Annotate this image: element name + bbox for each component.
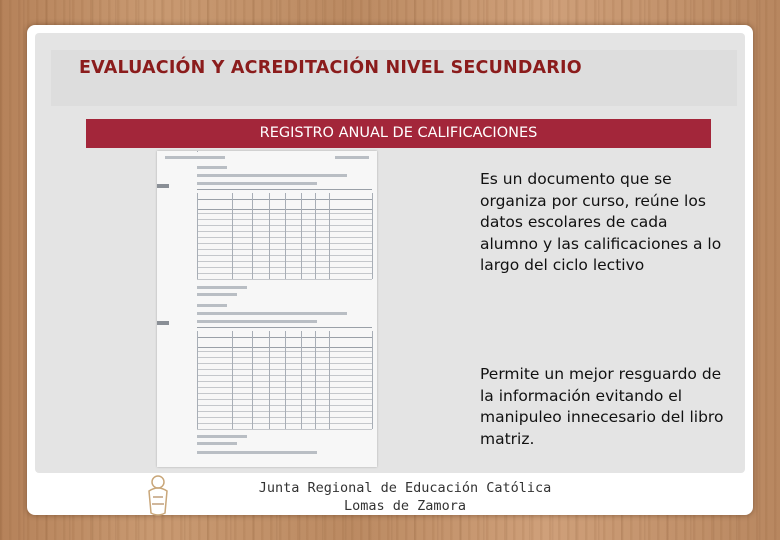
slide-card [27,25,753,515]
slide-title: EVALUACIÓN Y ACREDITACIÓN NIVEL SECUNDARIO [79,58,582,78]
footer-organization: Junta Regional de Educación Católica [258,480,552,496]
section-banner: REGISTRO ANUAL DE CALIFICACIONES [86,119,711,148]
slide-content-area [35,33,745,514]
description-paragraph-2: Permite un mejor resguardo de la información evitando el manipuleo innecesario del libro matriz. [480,365,724,448]
scanned-form-image [157,151,377,467]
footer [210,479,600,515]
school-logo [143,473,173,519]
description-paragraph-1: Es un documento que se organiza por curso, reúne los datos escolares de cada alumno y las calificaciones a lo largo del ciclo lectivo [480,170,722,274]
footer-location: Lomas de Zamora [344,498,466,514]
